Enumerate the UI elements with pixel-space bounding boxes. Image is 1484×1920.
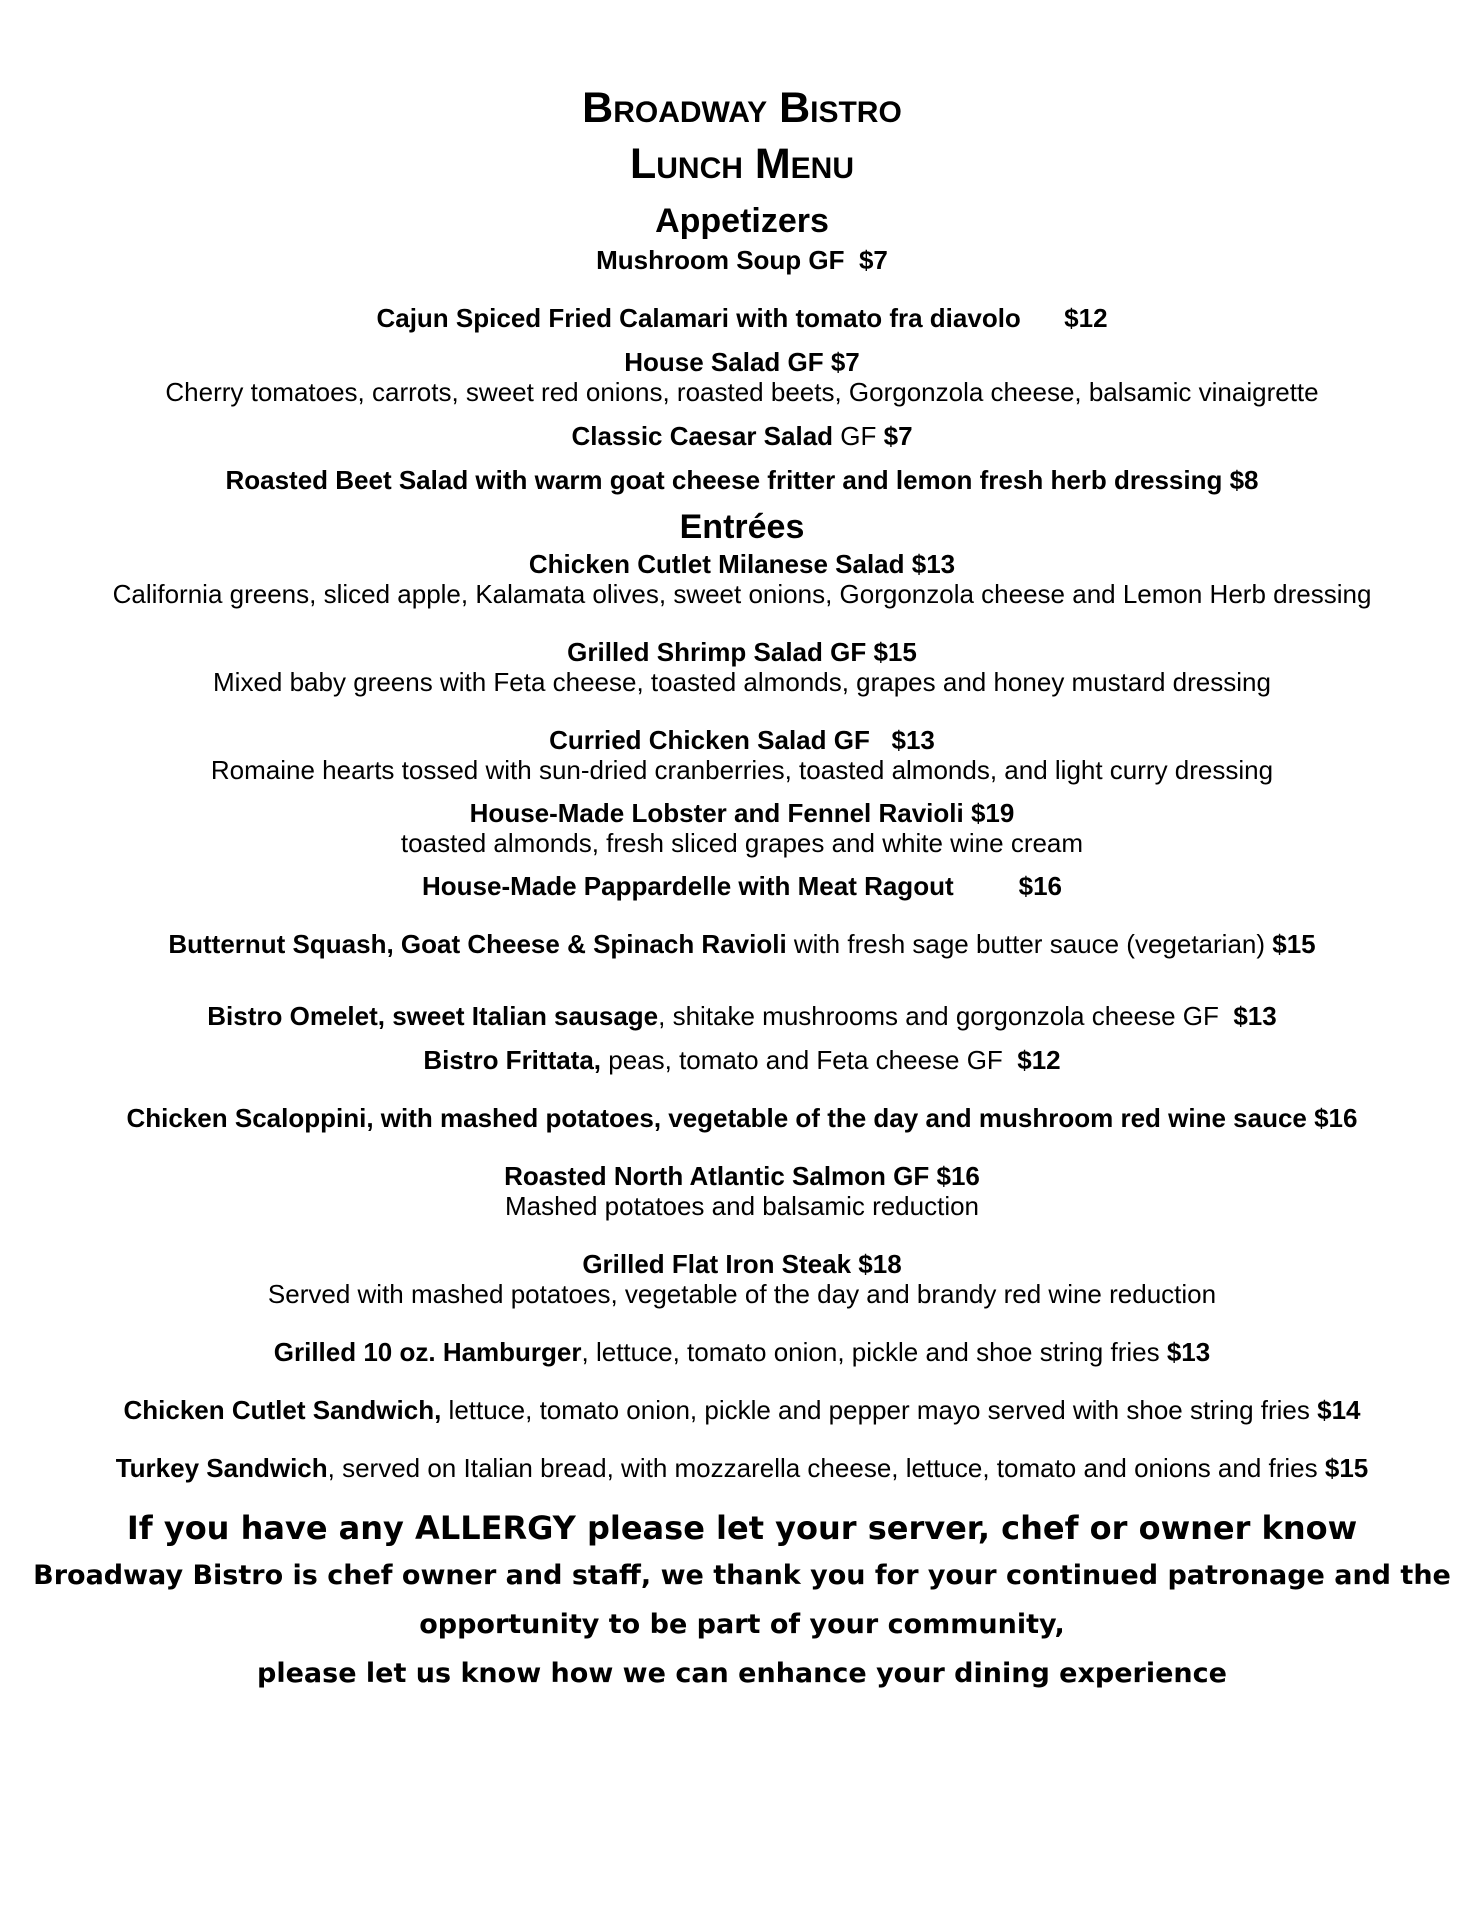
item-title: Bistro Frittata, xyxy=(423,1045,602,1075)
item-title: Turkey Sandwich xyxy=(115,1453,328,1483)
item-price: $14 xyxy=(1317,1395,1361,1425)
item-title: Grilled 10 oz. Hamburger xyxy=(273,1337,582,1367)
item-detail: peas, tomato and Feta cheese GF xyxy=(601,1045,1018,1075)
item-title: Chicken Cutlet Sandwich, xyxy=(123,1395,442,1425)
item-name xyxy=(0,1453,1484,1483)
item-description: Cherry tomatoes, carrots, sweet red onions, roasted beets, Gorgonzola cheese, balsamic vinaigrette xyxy=(165,377,1319,407)
menu-item-flat-iron-steak xyxy=(0,1249,1484,1309)
item-description: Mixed baby greens with Feta cheese, toasted almonds, grapes and honey mustard dressing xyxy=(213,667,1271,697)
item-name: House Salad GF $7 xyxy=(624,347,860,377)
item-name xyxy=(0,421,1484,451)
menu-item-salmon xyxy=(0,1161,1484,1221)
item-name: Chicken Cutlet Milanese Salad $13 xyxy=(528,549,956,579)
item-name: Cajun Spiced Fried Calamari with tomato fra diavolo $12 xyxy=(376,303,1108,333)
item-name: Mushroom Soup GF $7 xyxy=(596,245,888,275)
item-description: Romaine hearts tossed with sun-dried cranberries, toasted almonds, and light curry dressing xyxy=(210,755,1274,785)
item-description: toasted almonds, fresh sliced grapes and white wine cream xyxy=(400,828,1084,858)
menu-item-curried-chicken-salad xyxy=(0,725,1484,785)
item-name: Grilled Flat Iron Steak $18 xyxy=(582,1249,902,1279)
menu-item-butternut-ravioli xyxy=(0,929,1484,959)
item-name: Curried Chicken Salad GF $13 xyxy=(549,725,935,755)
item-title: Butternut Squash, Goat Cheese & Spinach Ravioli xyxy=(168,929,787,959)
item-detail: , shitake mushrooms and gorgonzola cheese GF xyxy=(658,1001,1234,1031)
item-price: $13 xyxy=(1233,1001,1277,1031)
item-description: California greens, sliced apple, Kalamata olives, sweet onions, Gorgonzola cheese and Lemon Herb dressing xyxy=(112,579,1372,609)
item-price: $12 xyxy=(1017,1045,1061,1075)
section-entrees: Entrées xyxy=(679,508,805,546)
item-price: $13 xyxy=(1166,1337,1211,1367)
item-price: $7 xyxy=(883,421,913,451)
menu-item-chicken-scaloppini xyxy=(0,1103,1484,1133)
menu-item-hamburger xyxy=(0,1337,1484,1367)
thanks-line-1: Broadway Bistro is chef owner and staff, we thank you for your continued patronage and the xyxy=(33,1560,1451,1591)
menu-item-lobster-ravioli xyxy=(0,798,1484,858)
restaurant-name: Broadway Bistro xyxy=(582,84,902,132)
menu-item-caesar-salad xyxy=(0,421,1484,451)
menu-item-house-salad xyxy=(0,347,1484,407)
item-name: House-Made Lobster and Fennel Ravioli $19 xyxy=(469,798,1015,828)
menu-item-turkey-sandwich xyxy=(0,1453,1484,1483)
menu-title: Lunch Menu xyxy=(629,140,855,188)
menu-item-bistro-frittata xyxy=(0,1045,1484,1075)
item-title: Classic Caesar Salad xyxy=(571,421,834,451)
menu-item-chicken-milanese-salad xyxy=(0,549,1484,609)
item-name: House-Made Pappardelle with Meat Ragout $16 xyxy=(421,871,1063,901)
item-description: Served with mashed potatoes, vegetable of the day and brandy red wine reduction xyxy=(267,1279,1217,1309)
item-name xyxy=(0,929,1484,959)
menu-item-chicken-cutlet-sandwich xyxy=(0,1395,1484,1425)
item-detail: , served on Italian bread, with mozzarella cheese, lettuce, tomato and onions and fries xyxy=(327,1453,1325,1483)
item-name: Roasted Beet Salad with warm goat cheese fritter and lemon fresh herb dressing $8 xyxy=(225,465,1259,495)
item-detail: lettuce, tomato onion, pickle and pepper mayo served with shoe string fries xyxy=(441,1395,1318,1425)
item-name xyxy=(0,1337,1484,1367)
thanks-line-3: please let us know how we can enhance your dining experience xyxy=(257,1658,1227,1689)
section-appetizers: Appetizers xyxy=(655,202,829,240)
item-name: Roasted North Atlantic Salmon GF $16 xyxy=(504,1161,980,1191)
item-description: Mashed potatoes and balsamic reduction xyxy=(504,1191,980,1221)
item-detail: with fresh sage butter sauce (vegetarian) xyxy=(786,929,1273,959)
menu-item-calamari xyxy=(0,303,1484,333)
item-name xyxy=(0,1045,1484,1075)
thanks-line-2: opportunity to be part of your community, xyxy=(419,1609,1065,1640)
item-name: Chicken Scaloppini, with mashed potatoes, vegetable of the day and mushroom red wine sauce $16 xyxy=(126,1103,1358,1133)
menu-item-grilled-shrimp-salad xyxy=(0,637,1484,697)
menu-item-roasted-beet-salad xyxy=(0,465,1484,495)
item-detail: GF xyxy=(833,421,884,451)
allergy-notice: If you have any ALLERGY please let your server, chef or owner know xyxy=(126,1509,1358,1547)
menu-item-mushroom-soup xyxy=(0,245,1484,275)
item-title: Bistro Omelet, sweet Italian sausage xyxy=(207,1001,659,1031)
menu-item-pappardelle xyxy=(0,871,1484,901)
item-price: $15 xyxy=(1324,1453,1369,1483)
item-detail: , lettuce, tomato onion, pickle and shoe string fries xyxy=(581,1337,1167,1367)
item-name xyxy=(0,1395,1484,1425)
menu-item-bistro-omelet xyxy=(0,1001,1484,1031)
item-name: Grilled Shrimp Salad GF $15 xyxy=(567,637,917,667)
item-name xyxy=(0,1001,1484,1031)
item-price: $15 xyxy=(1272,929,1316,959)
